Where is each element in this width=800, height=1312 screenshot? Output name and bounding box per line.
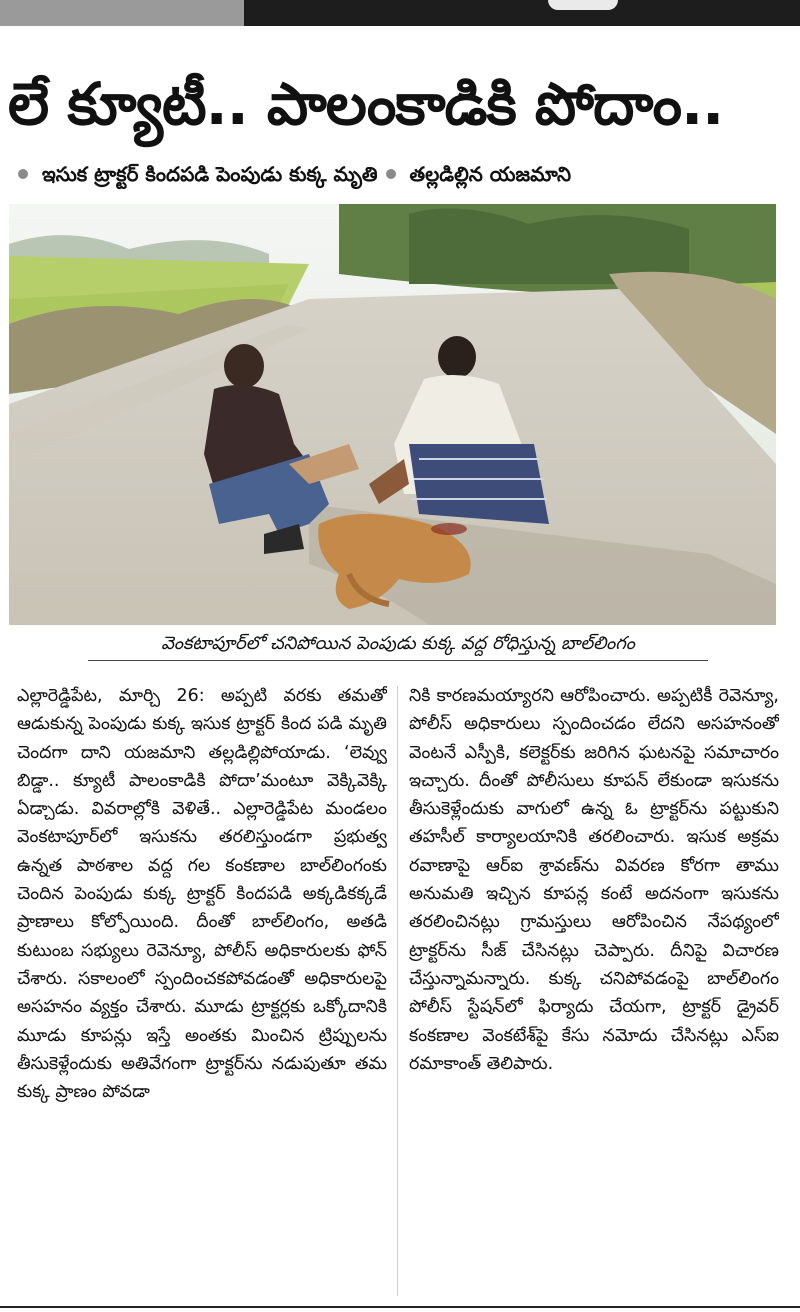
masthead-emblem: [548, 0, 618, 10]
masthead-bar: [0, 0, 800, 26]
news-photo: [9, 204, 776, 625]
bullet-icon: [18, 169, 28, 179]
article-column-left: ఎల్లారెడ్డిపేట, మార్చి 26: అప్పటి వరకు తమతో ఆడుకున్న పెంపుడు కుక్క ఇసుక ట్రాక్టర్‌ కింద పడి మృతి చెందగా దాని యజమాని తల్లడిల్లిపోయాడు. ‘లెవ్వు బిడ్డా.. క్యూటీ పాలంకాడికి పోదా’మంటూ వెక్కివెక్కి ఏడ్చాడు. వివరాల్లోకి వెళితే.. ఎల్లారెడ్డిపేట మండలం వెంకటాపూర్‌లో ఇసుకను తరలిస్తుండగా ప్రభుత్వ ఉన్నత పాఠశాల వద్ద గల కంకణాల బాల్‌లింగంకు చెందిన పెంపుడు కుక్క ట్రాక్టర్‌ కిందపడి అక్కడికక్కడే ప్రాణాలు కోల్పోయింది. దీంతో బాల్‌లింగం, అతడి కుటుంబ సభ్యులు రెవెన్యూ, పోలీస్‌ అధికారులకు ఫోన్‌ చేశారు. సకాలంలో స్పందించకపోవడంతో అధికారులపై అసహనం వ్యక్తం చేశారు. మూడు ట్రాక్టర్లకు ఒక్కోదానికి మూడు కూపన్లు ఇస్తే అంతకు మించిన ట్రిప్పులను తీసుకెళ్లేందుకు అతివేగంగా ట్రాక్టర్‌ను నడుపుతూ తమ కుక్క ప్రాణం పోవడా: [17, 686, 387, 1103]
headline: లే క్యూటీ.. పాలంకాడికి పోదాం..: [8, 70, 724, 138]
masthead-grey-block: [0, 0, 244, 26]
photo-caption: వెంకటాపూర్‌లో చనిపోయిన పెంపుడు కుక్క వద్ద రోధిస్తున్న బాల్‌లింగం: [88, 628, 708, 661]
masthead-dark-block: [244, 0, 800, 26]
subheadline-1: ఇసుక ట్రాక్టర్‌ కిందపడి పెంపుడు కుక్క మృతి: [42, 162, 378, 186]
subheadline-row: [10, 158, 790, 190]
bullet-icon: [386, 169, 396, 179]
column-divider: [397, 686, 398, 1296]
article-column-right: నికి కారణమయ్యారని ఆరోపించారు. అప్పటికీ రెవెన్యూ, పోలీస్‌ అధికారులు స్పందించడం లేదని అసహనంతో వెంటనే ఎస్పీకి, కలెక్టర్‌కు జరిగిన ఘటనపై సమాచారం ఇచ్చారు. దీంతో పోలీసులు కూపన్‌ లేకుండా ఇసుకను తీసుకెళ్లేందుకు వాగులో ఉన్న ఓ ట్రాక్టర్‌ను పట్టుకుని తహసీల్‌ కార్యాలయానికి తరలించారు. ఇసుక అక్రమ రవాణాపై ఆర్‌ఐ శ్రావణ్‌ను వివరణ కోరగా తాము అనుమతి ఇచ్చిన కూపన్ల కంటే అదనంగా ఇసుకను తరలించినట్లు గ్రామస్తులు ఆరోపించిన నేపథ్యంలో ట్రాక్టర్‌ను సీజ్‌ చేసినట్లు చెప్పారు. దీనిపై విచారణ చేస్తున్నామన్నారు. కుక్క చనిపోవడంపై బాల్‌లింగం పోలీస్‌ స్టేషన్‌లో ఫిర్యాదు చేయగా, ట్రాక్టర్‌ డ్రైవర్‌ కంకణాల వెంకటేశ్‌పై కేసు నమోదు చేసినట్లు ఎస్‌ఐ రమాకాంత్‌ తెలిపారు.: [409, 686, 779, 1074]
bottom-rule: [0, 1306, 800, 1308]
subheadline-2: తల్లడిల్లిన యజమాని: [409, 162, 572, 186]
